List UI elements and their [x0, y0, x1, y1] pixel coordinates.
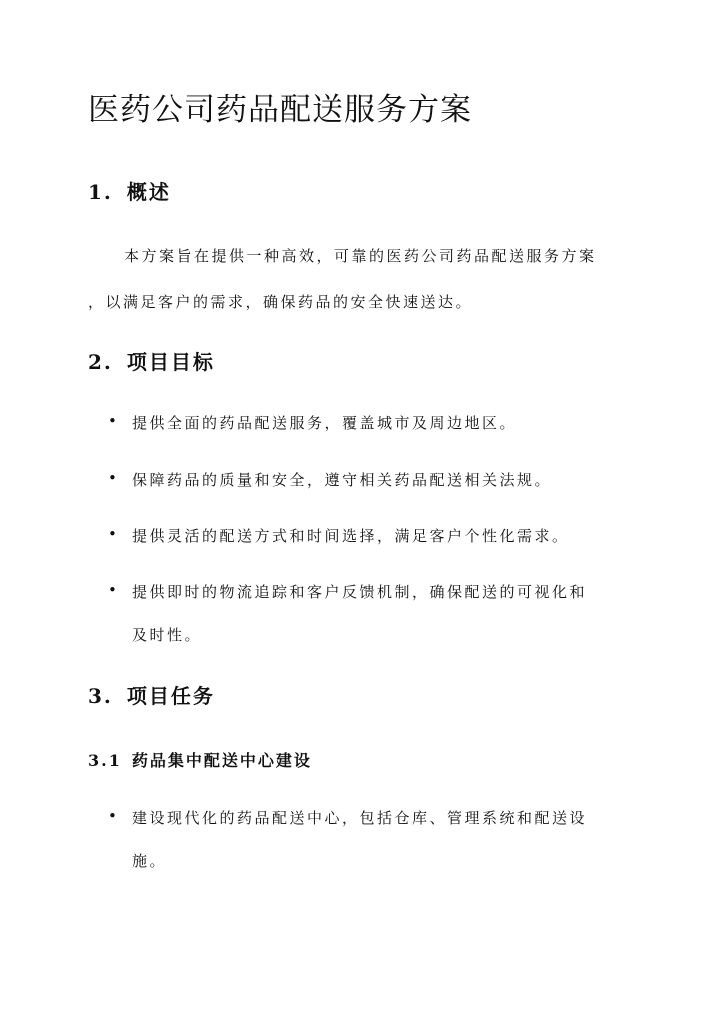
bullet-icon: •	[108, 525, 120, 543]
section-number: 1.	[88, 180, 113, 204]
section-title: 项目任务	[126, 684, 215, 708]
section-title: 项目目标	[126, 350, 215, 374]
section-number: 3.	[88, 684, 113, 708]
list-item-text: 提供灵活的配送方式和时间选择，满足客户个性化需求。	[132, 527, 570, 545]
paragraph-line: ，以满足客户的需求，确保药品的安全快速送达。	[88, 293, 474, 311]
bullet-icon: •	[108, 469, 120, 487]
section-heading-goals	[88, 346, 215, 375]
list-item-text: 提供全面的药品配送服务，覆盖城市及周边地区。	[132, 414, 518, 432]
list-item-text: 及时性。	[132, 626, 203, 644]
section-number: 2.	[88, 350, 113, 374]
section-heading-overview	[88, 176, 171, 205]
paragraph-line: 本方案旨在提供一种高效，可靠的医药公司药品配送服务方案	[124, 247, 597, 265]
bullet-icon: •	[108, 807, 120, 825]
list-item-text: 提供即时的物流追踪和客户反馈机制，确保配送的可视化和	[132, 583, 588, 601]
subsection-title: 药品集中配送中心建设	[131, 751, 312, 770]
section-title: 概述	[126, 180, 171, 204]
bullet-icon: •	[108, 412, 120, 430]
list-item-text: 施。	[132, 852, 168, 870]
bullet-icon: •	[108, 581, 120, 599]
list-item-text: 建设现代化的药品配送中心，包括仓库、管理系统和配送设	[132, 809, 588, 827]
subsection-number: 3.1	[88, 751, 122, 770]
subsection-heading	[88, 748, 312, 771]
section-heading-tasks	[88, 680, 215, 709]
list-item-text: 保障药品的质量和安全，遵守相关药品配送相关法规。	[132, 471, 553, 489]
document-title: 医药公司药品配送服务方案	[88, 92, 472, 128]
